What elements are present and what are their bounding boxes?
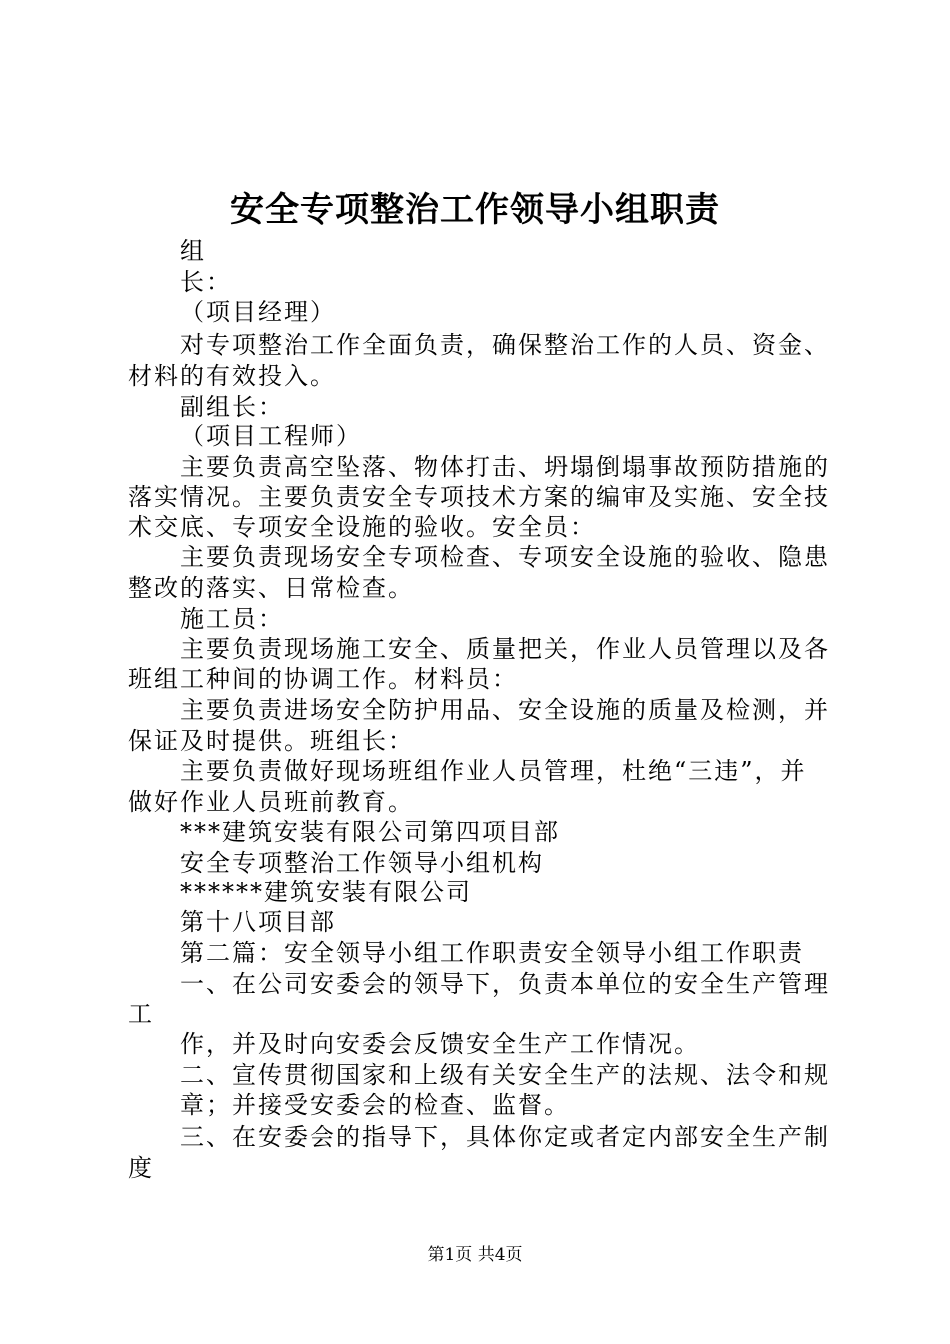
text-line: 第十八项目部 — [180, 908, 336, 936]
page-number: 第1页 共4页 — [427, 1245, 523, 1265]
text-line: 落实情况。主要负责安全专项技术方案的编审及实施、安全技 — [128, 483, 830, 511]
text-line: 度 — [128, 1154, 154, 1182]
text-line: 章；并接受安委会的检查、监督。 — [180, 1091, 570, 1119]
text-line: 工 — [128, 1000, 154, 1028]
text-line: 主要负责进场安全防护用品、安全设施的质量及检测，并 — [180, 696, 830, 724]
text-line: 保证及时提供。班组长： — [128, 727, 414, 755]
text-line: 材料的有效投入。 — [128, 362, 336, 390]
text-line: 组 — [180, 237, 206, 265]
text-line: 班组工种间的协调工作。材料员： — [128, 665, 518, 693]
text-line: 主要负责现场安全专项检查、专项安全设施的验收、隐患 — [180, 543, 830, 571]
text-line: 整改的落实、日常检查。 — [128, 574, 414, 602]
text-line: （项目工程师） — [180, 422, 362, 450]
text-line: 主要负责做好现场班组作业人员管理，杜绝“三违”，并 — [180, 757, 807, 785]
text-line: 安全专项整治工作领导小组机构 — [180, 849, 544, 877]
text-line: 第二篇：安全领导小组工作职责安全领导小组工作职责 — [180, 939, 804, 967]
text-line: 副组长： — [180, 393, 284, 421]
text-line: 作，并及时向安委会反馈安全生产工作情况。 — [180, 1030, 700, 1058]
text-line: 对专项整治工作全面负责，确保整治工作的人员、资金、 — [180, 331, 830, 359]
text-line: 二、宣传贯彻国家和上级有关安全生产的法规、法令和规 — [180, 1061, 830, 1089]
text-line: 术交底、专项安全设施的验收。安全员： — [128, 513, 596, 541]
text-line: （项目经理） — [180, 298, 336, 326]
text-line: ***建筑安装有限公司第四项目部 — [180, 818, 560, 846]
text-line: 一、在公司安委会的领导下，负责本单位的安全生产管理 — [180, 970, 830, 998]
text-line: 主要负责现场施工安全、质量把关，作业人员管理以及各 — [180, 635, 830, 663]
text-line: 做好作业人员班前教育。 — [128, 788, 414, 816]
document-title: 安全专项整治工作领导小组职责 — [230, 190, 720, 230]
text-line: 长： — [180, 268, 232, 296]
text-line: 施工员： — [180, 605, 284, 633]
text-line: 主要负责高空坠落、物体打击、坍塌倒塌事故预防措施的 — [180, 453, 830, 481]
text-line: ******建筑安装有限公司 — [180, 878, 472, 906]
text-line: 三、在安委会的指导下，具体你定或者定内部安全生产制 — [180, 1123, 830, 1151]
